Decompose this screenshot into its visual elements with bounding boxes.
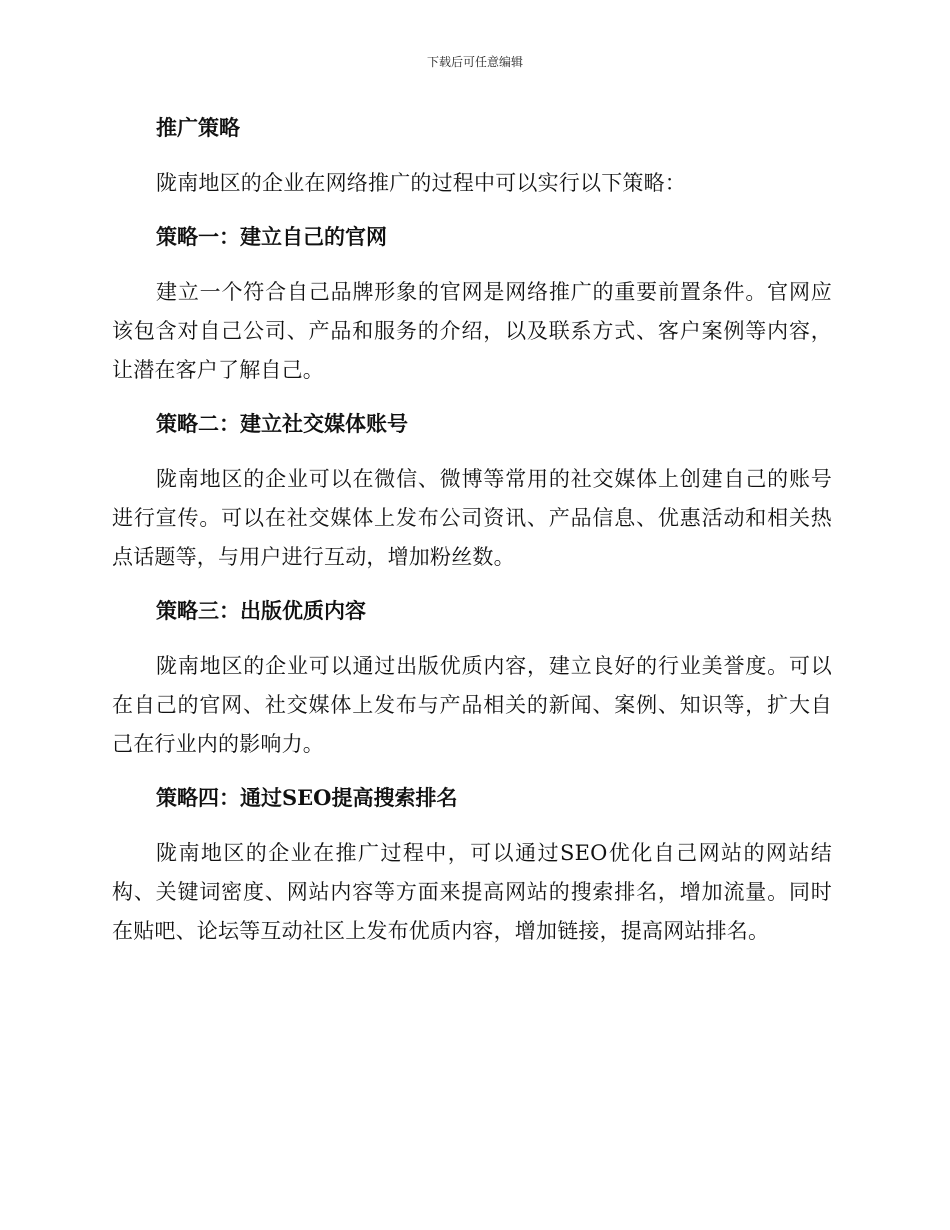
intro-paragraph: 陇南地区的企业在网络推广的过程中可以实行以下策略： [156, 171, 686, 195]
strategy-3-heading: 策略三：出版优质内容 [156, 598, 366, 623]
strategy-1-paragraph: 建立一个符合自己品牌形象的官网是网络推广的重要前置条件。官网应该包含对自己公司、产品和服务的介绍，以及联系方式、客户案例等内容，让潜在客户了解自己。 [112, 280, 832, 382]
document-body [112, 110, 832, 951]
strategy-4-heading: 策略四：通过SEO提高搜索排名 [156, 785, 458, 810]
strategy-2-paragraph: 陇南地区的企业可以在微信、微博等常用的社交媒体上创建自己的账号进行宣传。可以在社交媒体上发布公司资讯、产品信息、优惠活动和相关热点话题等，与用户进行互动，增加粉丝数。 [112, 467, 832, 569]
page-header: 下载后可任意编辑 [426, 55, 523, 69]
section-heading-promotion-strategy: 推广策略 [156, 115, 240, 140]
strategy-3-paragraph: 陇南地区的企业可以通过出版优质内容，建立良好的行业美誉度。可以在自己的官网、社交媒体上发布与产品相关的新闻、案例、知识等，扩大自己在行业内的影响力。 [112, 654, 832, 756]
strategy-4-paragraph: 陇南地区的企业在推广过程中，可以通过SEO优化自己网站的网站结构、关键词密度、网站内容等方面来提高网站的搜索排名，增加流量。同时在贴吧、论坛等互动社区上发布优质内容，增加链接，提高网站排名。 [112, 841, 832, 943]
strategy-1-heading: 策略一：建立自己的官网 [156, 224, 387, 249]
strategy-2-heading: 策略二：建立社交媒体账号 [156, 411, 408, 436]
